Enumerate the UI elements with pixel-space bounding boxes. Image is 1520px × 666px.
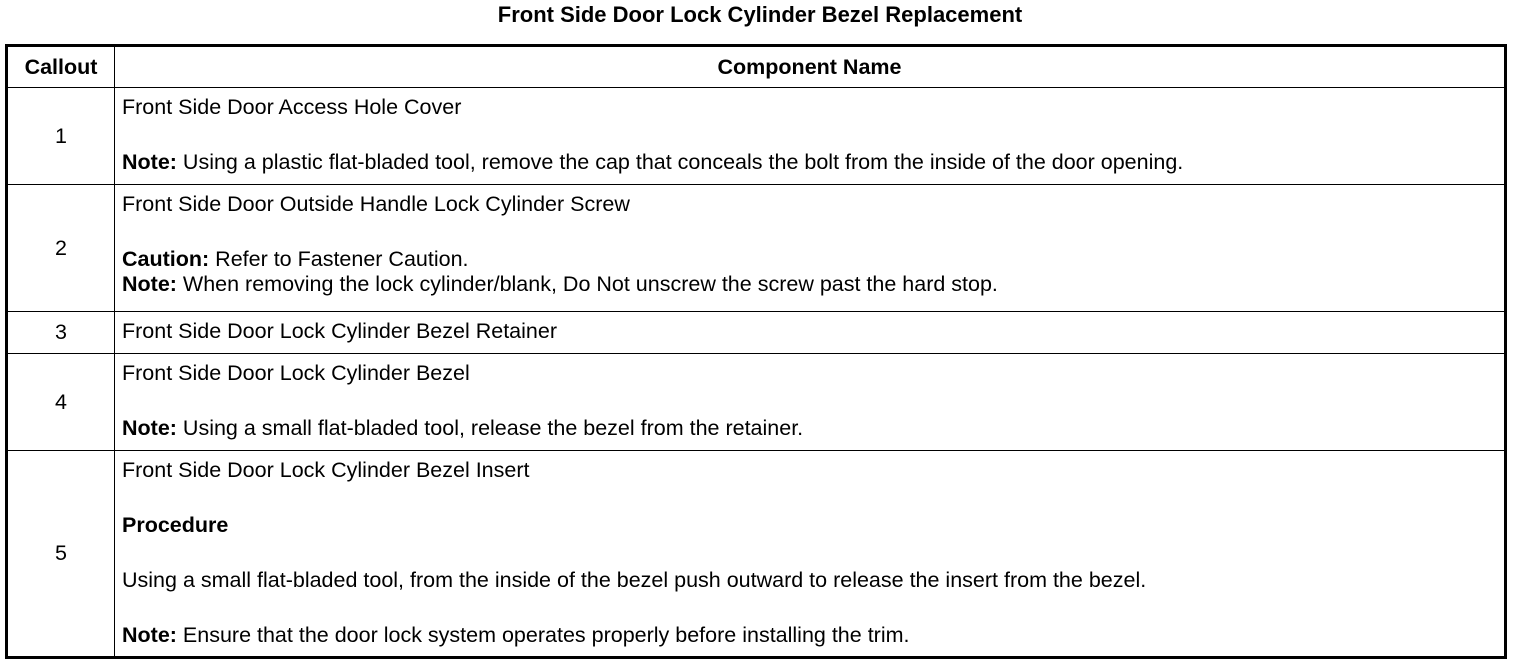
table-row bbox=[7, 451, 1506, 658]
caution-line bbox=[122, 247, 1498, 272]
component-name: Front Side Door Access Hole Cover bbox=[122, 95, 462, 119]
component-cell bbox=[115, 451, 1506, 658]
note-text: Ensure that the door lock system operates properly before installing the trim. bbox=[176, 623, 910, 647]
component-name: Front Side Door Lock Cylinder Bezel bbox=[122, 361, 470, 385]
note-text: Using a small flat-bladed tool, release the bezel from the retainer. bbox=[176, 416, 804, 440]
table-row bbox=[7, 312, 1506, 354]
procedure-heading: Procedure bbox=[122, 513, 229, 537]
caution-label: Caution: bbox=[122, 247, 210, 271]
note-label: Note: bbox=[122, 272, 177, 296]
header-component-name: Component Name bbox=[115, 46, 1506, 88]
note-label: Note: bbox=[122, 623, 177, 647]
callout-number: 5 bbox=[7, 451, 115, 658]
page-title: Front Side Door Lock Cylinder Bezel Replacement bbox=[497, 2, 1023, 27]
header-callout: Callout bbox=[7, 46, 115, 88]
table-row bbox=[7, 185, 1506, 312]
component-cell bbox=[115, 354, 1506, 451]
component-name: Front Side Door Outside Handle Lock Cylinder Screw bbox=[122, 192, 630, 216]
note-line bbox=[122, 272, 1498, 297]
component-cell bbox=[115, 88, 1506, 185]
procedure-table bbox=[5, 44, 1507, 659]
table-header-row bbox=[7, 46, 1506, 88]
component-name: Front Side Door Lock Cylinder Bezel Insert bbox=[122, 458, 530, 482]
note-label: Note: bbox=[122, 150, 177, 174]
callout-number: 4 bbox=[7, 354, 115, 451]
note-text: When removing the lock cylinder/blank, Do Not unscrew the screw past the hard stop. bbox=[176, 272, 998, 296]
callout-number: 3 bbox=[7, 312, 115, 354]
component-cell bbox=[115, 185, 1506, 312]
callout-number: 1 bbox=[7, 88, 115, 185]
component-cell bbox=[115, 312, 1506, 354]
component-name: Front Side Door Lock Cylinder Bezel Retainer bbox=[122, 319, 557, 343]
procedure-text: Using a small flat-bladed tool, from the inside of the bezel push outward to release the insert from the bezel. bbox=[122, 568, 1147, 592]
note-text: Using a plastic flat-bladed tool, remove the cap that conceals the bolt from the inside of the door opening. bbox=[176, 150, 1184, 174]
note-line bbox=[122, 150, 1498, 175]
caution-text: Refer to Fastener Caution. bbox=[209, 247, 469, 271]
table-row bbox=[7, 354, 1506, 451]
table-row bbox=[7, 88, 1506, 185]
callout-number: 2 bbox=[7, 185, 115, 312]
note-label: Note: bbox=[122, 416, 177, 440]
note-line bbox=[122, 416, 1498, 441]
note-line bbox=[122, 623, 1498, 648]
